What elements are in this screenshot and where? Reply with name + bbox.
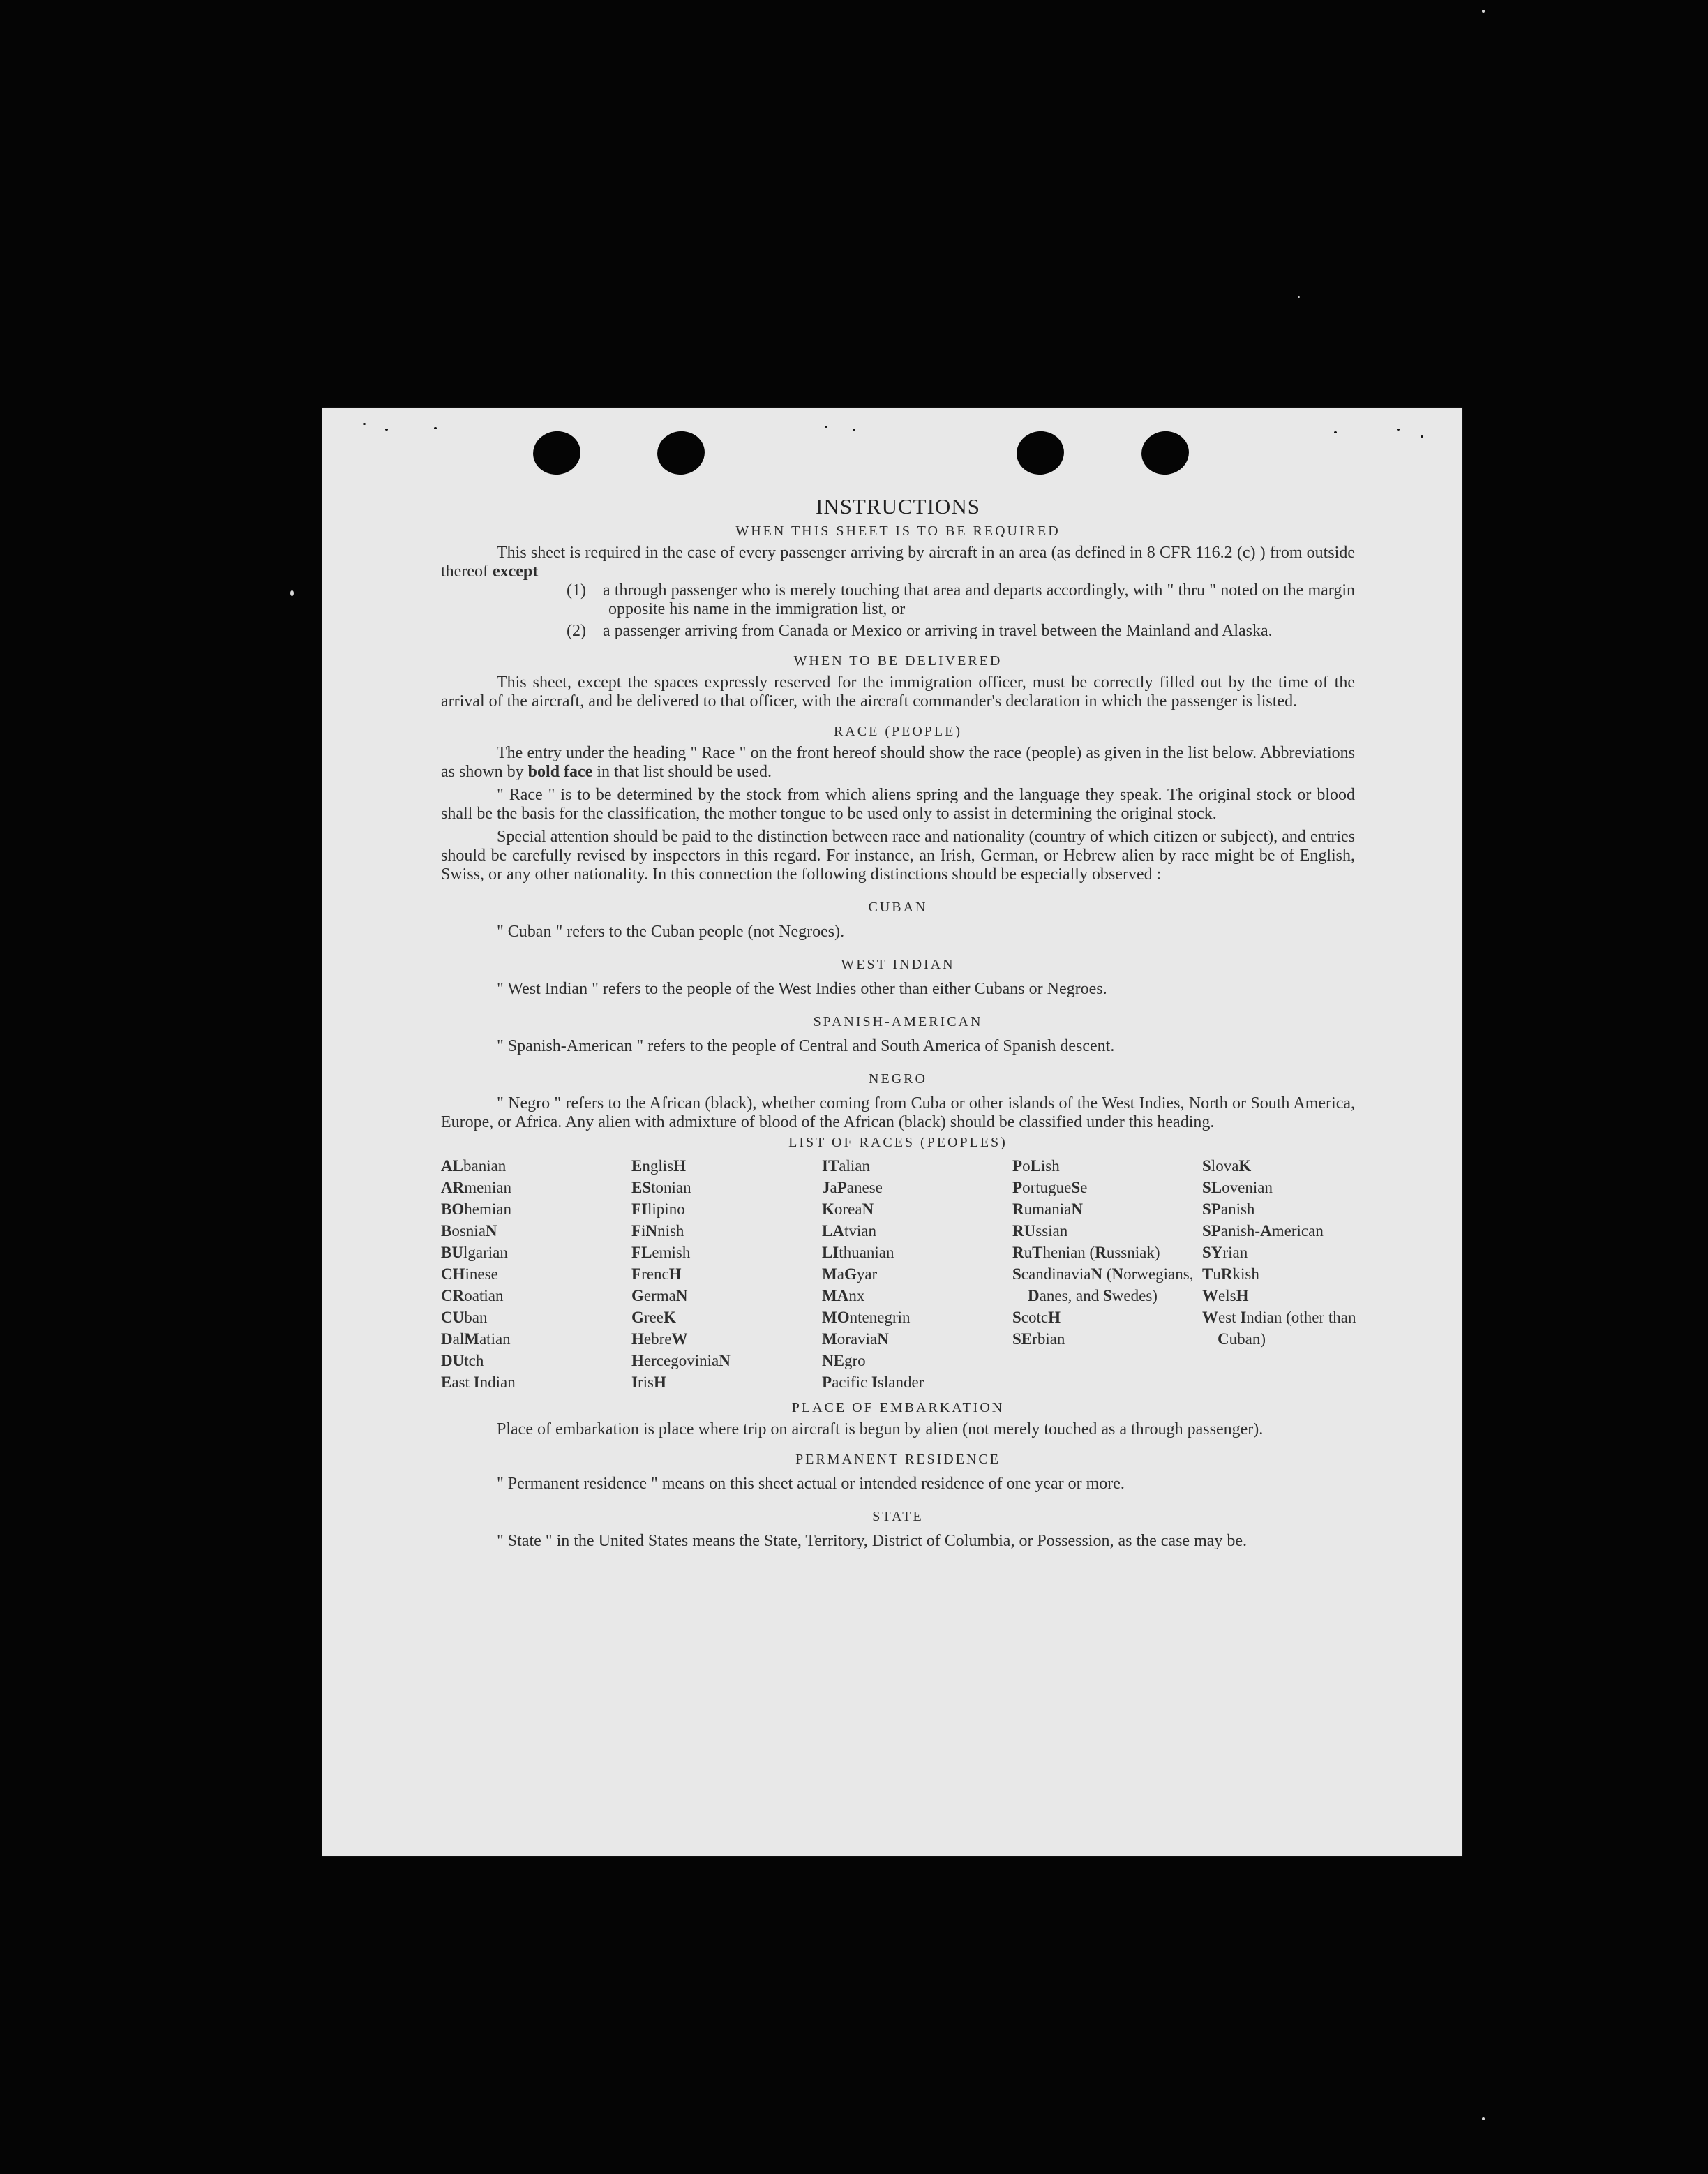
race-entry: FiNnish: [631, 1222, 684, 1239]
race-entry: Pacific Islander: [822, 1373, 924, 1391]
negro-text: " Negro " refers to the African (black), whether coming from Cuba or other islands of the West Indies, North or South America, Europe, or Africa. Any alien with admixture of blood of the African (black) should be classified under this heading.: [441, 1094, 1355, 1131]
required-except: except: [492, 563, 539, 581]
speck: [825, 426, 827, 428]
speck: [1334, 431, 1337, 433]
race-entry: MAnx: [822, 1287, 865, 1304]
section-heading-required: WHEN THIS SHEET IS TO BE REQUIRED: [735, 523, 1061, 539]
punch-hole: [530, 429, 583, 478]
race-entry: GreeK: [631, 1309, 676, 1326]
section-heading-list-of-races: LIST OF RACES (PEOPLES): [788, 1135, 1007, 1150]
section-heading-race: RACE (PEOPLE): [834, 724, 962, 739]
race-p1-end: in that list should be used.: [597, 763, 772, 781]
punch-hole: [1139, 429, 1192, 478]
residence-text: " Permanent residence " means on this sheet actual or intended residence of one year or more.: [497, 1475, 1125, 1493]
race-entry: PoLish: [1012, 1157, 1060, 1175]
west-indian-text: " West Indian " refers to the people of the West Indies other than either Cubans or Negroes.: [497, 980, 1107, 998]
race-entry: DUtch: [441, 1352, 484, 1369]
race-entry: HercegoviniaN: [631, 1352, 731, 1369]
required-item-1: [441, 581, 1355, 619]
section-heading-residence: PERMANENT RESIDENCE: [795, 1452, 1001, 1467]
race-entry: WelsH: [1202, 1287, 1249, 1304]
spanish-american-text: " Spanish-American " refers to the people of Central and South America of Spanish descent.: [497, 1037, 1115, 1055]
race-entry: EStonian: [631, 1179, 691, 1196]
race-entry: TuRkish: [1202, 1265, 1259, 1283]
races-column: [1012, 1155, 1202, 1393]
races-column: [631, 1155, 822, 1393]
race-entry: NEgro: [822, 1352, 866, 1369]
section-heading-west-indian: WEST INDIAN: [841, 957, 955, 972]
speck: [385, 429, 388, 431]
required-item-2: [441, 622, 1355, 641]
race-entry: FrencH: [631, 1265, 682, 1283]
race-entry: KoreaN: [822, 1200, 874, 1218]
section-heading-embarkation: PLACE OF EMBARKATION: [791, 1400, 1005, 1415]
race-entry: CUban: [441, 1309, 488, 1326]
required-intro-text: This sheet is required in the case of every passenger arriving by aircraft in an area (as defined in 8 CFR 116.2 (c) ) from outside thereof: [441, 544, 1355, 581]
race-entry: DalMatian: [441, 1330, 511, 1348]
required-intro: [441, 544, 1355, 581]
race-entry: PortugueSe: [1012, 1179, 1088, 1196]
race-paragraph-3: Special attention should be paid to the distinction between race and nationality (country of which citizen or subject), and entries should be carefully revised by inspectors in this regard. For instance, an Irish, German, or Hebrew alien by race might be of English, Swiss, or any other nationality. In this connection the following distinctions should be especially observed :: [441, 828, 1355, 884]
race-entry: CRoatian: [441, 1287, 504, 1304]
race-entry: MoraviaN: [822, 1330, 889, 1348]
race-entry: BUlgarian: [441, 1244, 508, 1261]
race-entry: HebreW: [631, 1330, 688, 1348]
item-text: a through passenger who is merely touching that area and departs accordingly, with " thru " noted on the margin opposite his name in the immigration list, or: [603, 581, 1355, 618]
race-entry: CHinese: [441, 1265, 498, 1283]
section-heading-cuban: CUBAN: [868, 900, 928, 915]
race-entry: ScandinaviaN (Norwegians, Danes, and Swedes): [1012, 1265, 1194, 1304]
speck: [1482, 2117, 1485, 2120]
instructions-body: [441, 494, 1355, 1551]
cuban-text: " Cuban " refers to the Cuban people (not Negroes).: [497, 923, 845, 941]
section-heading-negro: NEGRO: [869, 1071, 927, 1087]
punch-hole: [654, 429, 707, 478]
race-p1-bold: bold face: [527, 763, 593, 781]
page-title: INSTRUCTIONS: [816, 494, 980, 519]
race-entry: RuThenian (Russniak): [1012, 1244, 1160, 1261]
speck: [290, 590, 294, 596]
race-entry: JaPanese: [822, 1179, 883, 1196]
race-entry: SYrian: [1202, 1244, 1248, 1261]
race-entry: EnglisH: [631, 1157, 686, 1175]
delivered-text: This sheet, except the spaces expressly reserved for the immigration officer, must be correctly filled out by the time of the arrival of the aircraft, and be delivered to that officer, with the aircraft commander's declaration in which the passenger is listed.: [441, 673, 1355, 710]
item-number: (1): [567, 581, 586, 600]
race-entry: FIlipino: [631, 1200, 685, 1218]
races-column: [822, 1155, 1012, 1393]
race-entry: GermaN: [631, 1287, 688, 1304]
race-paragraph-2: " Race " is to be determined by the stock from which aliens spring and the language they speak. The original stock or blood shall be the basis for the classification, the mother tongue to be used only to assist in determining the original stock.: [441, 786, 1355, 823]
speck: [1482, 10, 1485, 13]
race-entry: LAtvian: [822, 1222, 876, 1239]
race-p1-start: The entry under the heading " Race " on the front hereof should show the race (people) as given in the list below. Abbreviations as shown by: [441, 744, 1355, 781]
section-heading-delivered: WHEN TO BE DELIVERED: [793, 653, 1003, 669]
section-heading-spanish-american: SPANISH-AMERICAN: [813, 1014, 983, 1029]
section-heading-state: STATE: [872, 1509, 924, 1524]
race-entry: SLovenian: [1202, 1179, 1273, 1196]
speck: [363, 423, 366, 425]
race-entry: West Indian (other than Cuban): [1202, 1309, 1356, 1348]
race-entry: ITalian: [822, 1157, 871, 1175]
item-text: a passenger arriving from Canada or Mexico or arriving in travel between the Mainland and Alaska.: [603, 622, 1273, 640]
state-text: " State " in the United States means the State, Territory, District of Columbia, or Possession, as the case may be.: [497, 1532, 1248, 1550]
races-column: [1202, 1155, 1363, 1393]
race-entry: BosniaN: [441, 1222, 497, 1239]
race-entry: FLemish: [631, 1244, 691, 1261]
race-entry: MaGyar: [822, 1265, 878, 1283]
race-entry: RUssian: [1012, 1222, 1068, 1239]
race-paragraph-1: [441, 744, 1355, 782]
race-entry: ALbanian: [441, 1157, 507, 1175]
document-page: [322, 408, 1462, 1856]
speck: [853, 429, 855, 431]
race-entry: ARmenian: [441, 1179, 511, 1196]
punch-hole: [1014, 429, 1067, 478]
race-entry: SPanish: [1202, 1200, 1255, 1218]
race-entry: ScotcH: [1012, 1309, 1061, 1326]
speck: [434, 427, 437, 429]
race-entry: SErbian: [1012, 1330, 1065, 1348]
race-entry: SPanish-American: [1202, 1222, 1324, 1239]
race-entry: MOntenegrin: [822, 1309, 911, 1326]
race-entry: LIthuanian: [822, 1244, 894, 1261]
race-entry: RumaniaN: [1012, 1200, 1083, 1218]
race-entry: BOhemian: [441, 1200, 511, 1218]
races-column: [441, 1155, 631, 1393]
speck: [1397, 429, 1400, 431]
race-entry: East Indian: [441, 1373, 516, 1391]
embarkation-text: Place of embarkation is place where trip on aircraft is begun by alien (not merely touched as a through passenger).: [497, 1420, 1264, 1438]
speck: [1421, 435, 1423, 438]
race-entry: IrisH: [631, 1373, 666, 1391]
speck: [1298, 296, 1300, 298]
race-entry: SlovaK: [1202, 1157, 1252, 1175]
item-number: (2): [567, 622, 586, 640]
races-list: [441, 1155, 1355, 1393]
